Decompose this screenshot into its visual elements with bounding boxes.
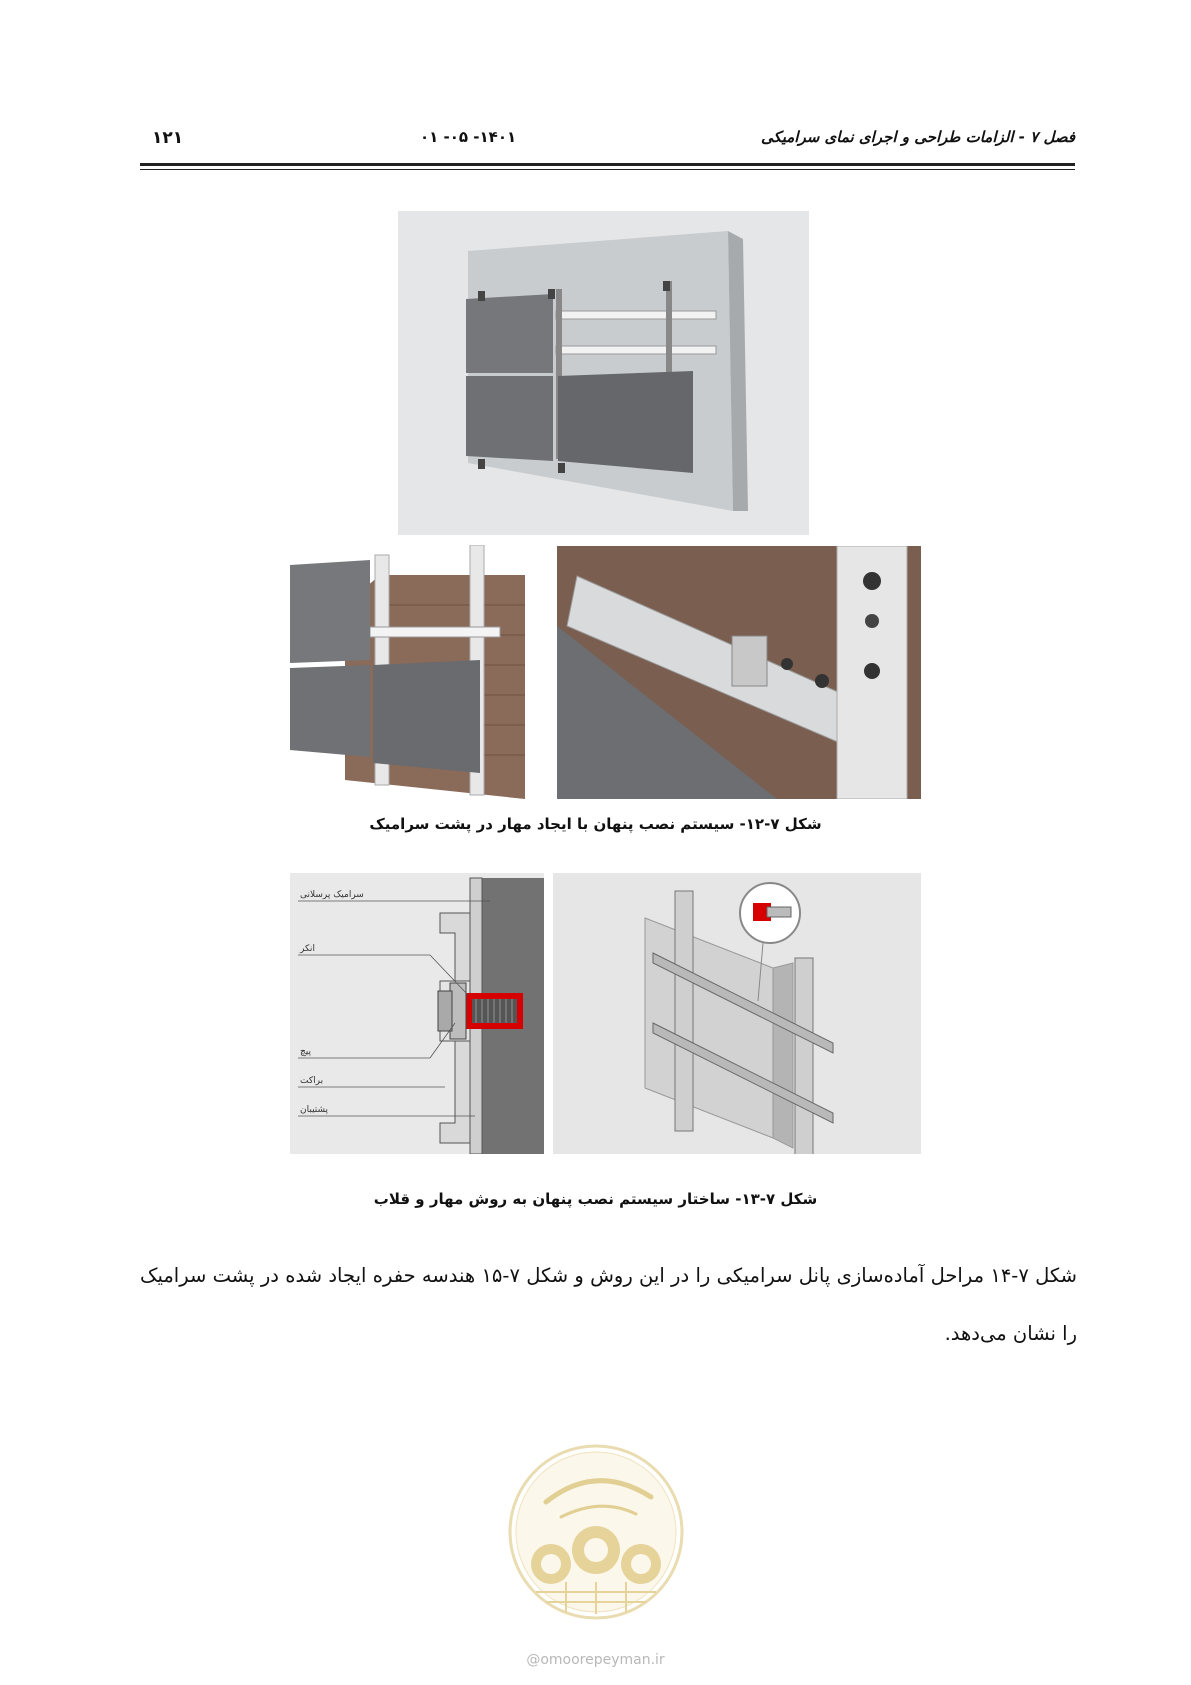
hook-system-isometric-diagram (553, 873, 921, 1154)
chapter-title: فصل ۷ - الزامات طراحی و اجرای نمای سرامیکی (760, 128, 1075, 146)
figure-13-caption: شکل ۷-۱۳- ساختار سیستم نصب پنهان به روش مهار و قلاب (373, 1190, 818, 1208)
facade-render-overview (398, 211, 809, 535)
facade-render-closeup (557, 546, 921, 799)
label-backing: پشتیبان (300, 1105, 329, 1115)
page-number: ۱۲۱ (152, 128, 184, 148)
label-bracket: براکت (300, 1076, 324, 1086)
label-screw: پیچ (300, 1047, 312, 1057)
anchor-cross-section-diagram (290, 873, 544, 1154)
watermark-site: @omoorepeyman.ir (526, 1652, 665, 1668)
facade-render-brick-left (290, 545, 530, 799)
header-rule-thin (140, 169, 1075, 170)
label-anchor: انکر (300, 944, 315, 954)
body-paragraph: شکل ۷-۱۴ مراحل آماده‌سازی پانل سرامیکی را در این روش و شکل ۷-۱۵ هندسه حفره ایجاد شده در پشت سرامیک را نشان می‌دهد. (140, 1264, 1078, 1345)
label-ceramic: سرامیک پرسلانی (300, 890, 364, 900)
watermark-logo (506, 1442, 686, 1626)
figure-12-caption: شکل ۷-۱۲- سیستم نصب پنهان با ایجاد مهار در پشت سرامیک (369, 815, 822, 833)
header-rule (140, 163, 1075, 166)
header-date: ۰۱ -۰۵ -۱۴۰۱ (420, 128, 517, 146)
